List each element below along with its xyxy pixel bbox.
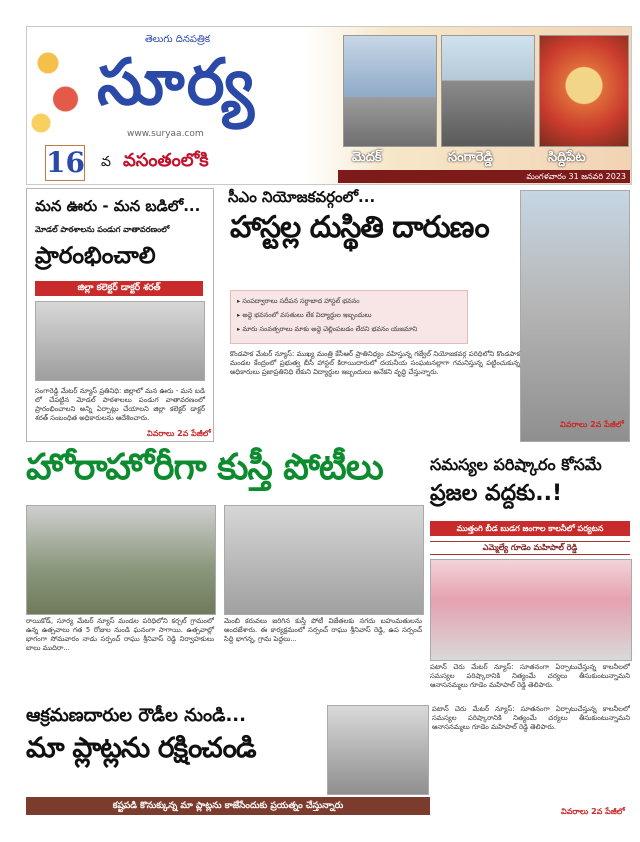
medak-photo [343,35,437,165]
people-story-tag-2: ఎమ్మెల్యే గూడెం మహిపాల్ రెడ్డి [430,541,630,555]
flower-decoration-icon [27,27,97,147]
people-story-headline-2: ప్రజల వద్దకు..! [430,481,562,506]
bottom-story-kicker: ఆక్రమణదారుల రౌడీల నుండి... [26,705,246,726]
left-panel-tag: జిల్లా కలెక్టర్ డాక్టర్ శరత్ [35,281,203,296]
left-panel-headline-3: ప్రారంభించాలి [35,243,156,269]
sangareddy-photo [441,35,535,165]
masthead-tagline: తెలుగు దినపత్రిక [145,34,211,45]
hostel-photo [520,190,630,442]
top-story-kicker: సీఎం నియోజకవర్గంలో... [228,188,376,206]
left-panel-brand: వివరాలు 2వ పేజీలో [147,429,211,438]
wrestling-headline: హోరాహోరీగా కుస్తీ పోటీలు [26,447,383,488]
photo-caption: సిద్దిపేట [548,150,586,165]
bullet-1: ▸ సంపద్వారాలు సదీపన సర్దాబాద హాస్టల్ భవనం [237,297,360,305]
edition-suffix: వ [101,154,111,170]
top-story-brand: వివరాలు 2వ పేజీలో [560,420,624,429]
people-story-headline-1: సమస్యల పరిష్కారం కోసమే [430,455,602,474]
photo-caption: మెదక్ [352,150,382,165]
left-news-panel [26,188,214,442]
people-story-photo [430,559,632,661]
top-story-headline: హాస్టల్ల దుస్థితి దారుణం [230,210,489,245]
bottom-story-brand: వివరాలు 2వ పేజీలో [561,807,625,816]
date-line: మంగళవారం 31 జనవరి 2023 [338,170,630,183]
bullet-text: మారు సంవత్సరాలు మాకు అద్దె చెల్లింపబడం లేదని భవనం యజమాని [242,325,418,333]
left-panel-body: సంగారెడ్డి మేటర్ న్యూస్ ప్రతినిధి: జిల్లాలో మన ఊరు - మన బడి లో చేపట్టిన మోడల్ పాఠశాలలు పండుగ వాతావరణంలో ప్రారంభించాలని అన్ని ఏర్పాట్లు చేయాలని జిల్లా కలెక్టర్ డాక్టర్ శరత్ సంబంధిత అధికారులను ఆదేశించారు. [35,387,205,422]
wrestling-photo-1 [26,505,216,615]
edition-number: 16 [46,146,85,179]
masthead [26,26,632,185]
top-story [220,188,630,440]
bottom-story-photo [327,705,429,795]
website-url: www.suryaa.com [127,129,204,139]
bottom-story-headline: మా ప్లాట్లను రక్షించండి [26,731,256,764]
bottom-story-subhead: కష్టపడి కొనుక్కున్న మా ప్లాట్లను కాజేసేందుకు ప్రయత్నం చేస్తున్నారు [26,797,430,815]
left-panel-headline-2: మోడల్ పాఠశాలను పండుగ వాతావరణంలో [35,225,170,234]
siddipet-photo [539,35,629,165]
wrestling-section [26,447,422,690]
meeting-photo [35,301,205,381]
wrestling-body-2: మెంబి కరువలు జరిగిన కుస్తీ పోటీ విజేతలకు నగదు బహుమతులను అందజేశారు. ఈ కార్యక్రమంలో సర్పంచ్ రాఘు శ్రీనివాస్ రెడ్డి, ఉప సర్పంచ్ సిద్ది భాగన్న, గ్రామ పెద్దలు... [224,617,422,643]
wrestling-photo-2 [224,505,424,615]
photo-caption: సంగారెడ్డి [448,150,494,165]
people-story [430,447,630,690]
bullet-3: ▸ మారు సంవత్సరాలు మాకు అద్దె చెల్లింపబడం లేదని భవనం యజమాని [237,325,418,333]
anniversary-text: వసంతంలోకి [123,150,209,171]
newspaper-logo: సూర్య [97,45,256,120]
people-story-body: పటాన్ చెరు మేటర్ న్యూస్: సూతనంగా ఏర్పాటుచేస్తున్న కాలనీలలో సమస్యల పరిష్కారానికి నిత్యంమే చర్యలు తీసుకుంటున్నామని ఆనాసనమ్మలు గూడెం మహిపాల్ రెడ్డి తెలిపారు. [430,663,630,689]
bottom-story-body: పటాన్ చెరు మేటర్ న్యూస్: సూతనంగా ఏర్పాటుచేస్తున్న కాలనీలలో సమస్యల పరిష్కారానికి నిత్యంమే చర్యలు తీసుకుంటున్నామని ఆనాసనమ్మలు గూడెం మహిపాల్ రెడ్డి తెలిపారు. [432,705,630,731]
people-story-tag-1: ముత్తంగి బీడ బుడగ జంగాల కాలనీలో పర్యటన [430,521,630,536]
left-panel-headline-1: మన ఊరు - మన బడిలో... [35,197,201,215]
top-story-bullets [230,290,468,344]
bullet-text: సంపద్వారాలు సదీపన సర్దాబాద హాస్టల్ భవనం [242,297,360,305]
bullet-2: ▸ అద్దె భవనంలో వసతులు లేక విద్యార్థుల ఇబ్బందులు [237,311,372,319]
bullet-text: అద్దె భవనంలో వసతులు లేక విద్యార్థుల ఇబ్బందులు [242,311,372,319]
wrestling-body-1: రాయికోడ్, సూర్య మేటర్ న్యూస్ మండల పరిధిలోని కర్చల్ గ్రామంలో ఉన్న ఉత్సవాలు గత 5 రోజుల నుండి ఘనంగా సాగాయి. ఉత్సవాల్లో భాగంగా సోమవారం నాడు సర్పంచ్ రాఘు శ్రీనివాస్ రెడ్డి నిర్వాహకులు బాలు ముదిరా... [26,617,214,652]
bottom-story [26,705,630,820]
top-story-body: కొండపాక మేటర్ న్యూస్: ముఖ్య మంత్రి కేసీఆర్ ప్రాతినిధ్యం వహిస్తున్న గజ్వేల్ నియోజకవర్గ పరిధిలోని కొండపాక మండల కేంద్రంలో ప్రభుత్వ బీసీ హాస్టల్ కిరాయిదారులో దయనీయ సంఘటనల్లాగా గమనిస్తున్న పట్టించుకున్న అధికారులు ప్రజాప్రతినిధి లేకుని విద్యార్థుల ఇబ్బందులు అనేకని వృద్ధి చేస్తున్నారు. [230,350,520,376]
